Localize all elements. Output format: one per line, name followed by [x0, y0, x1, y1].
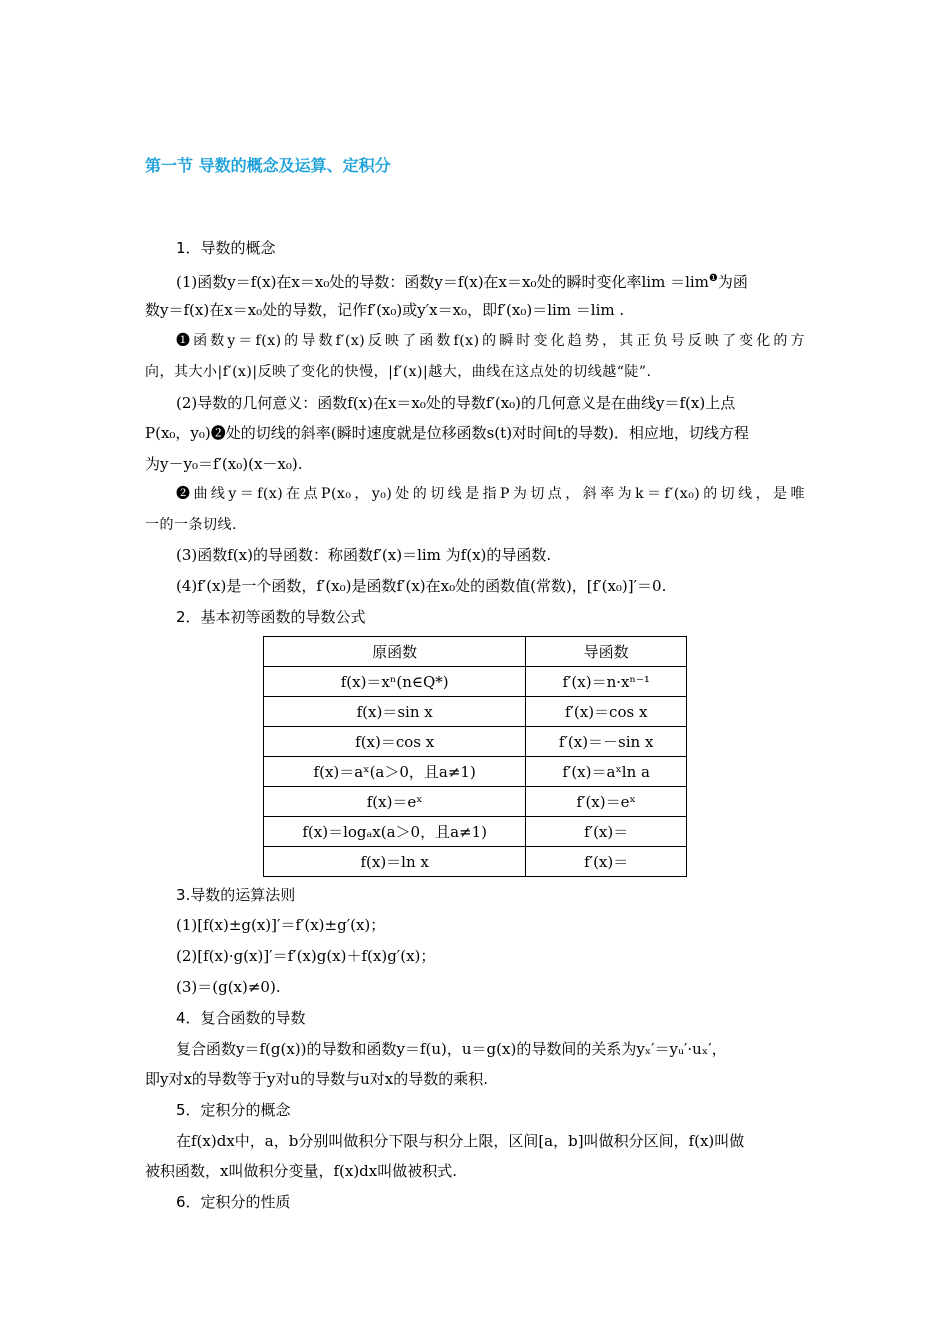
table-cell: f(x)＝eˣ: [264, 787, 526, 817]
table-cell: f′(x)＝－sin x: [526, 727, 687, 757]
table-cell: f(x)＝sin x: [264, 697, 526, 727]
table-cell: f′(x)＝eˣ: [526, 787, 687, 817]
table-cell: f(x)＝xⁿ(n∈Q*): [264, 667, 526, 697]
paragraph-line: (3)函数f(x)的导函数：称函数f′(x)＝lim 为f(x)的导函数.: [176, 546, 552, 564]
table-cell: f′(x)＝n·xⁿ⁻¹: [526, 667, 687, 697]
table-cell: f′(x)＝: [526, 817, 687, 847]
column-header: 原函数: [264, 637, 526, 667]
note-line: ❷曲线y＝f(x)在点P(x₀，y₀)处的切线是指P为切点，斜率为k＝f′(x₀)的切线，是唯: [176, 486, 805, 502]
table-cell: f′(x)＝: [526, 847, 687, 877]
note-marker: ❶: [708, 273, 718, 284]
paragraph-line: (4)f′(x)是一个函数，f′(x₀)是函数f′(x)在x₀处的函数值(常数)，[f′(x₀)]′＝0.: [176, 577, 667, 595]
derivative-formula-table: [263, 636, 687, 877]
heading-derivative-concept: 1．导数的概念: [176, 239, 276, 257]
table-row: [264, 757, 687, 787]
paragraph-line: 即y对x的导数等于y对u的导数与u对x的导数的乘积.: [145, 1070, 488, 1088]
table-row: [264, 787, 687, 817]
paragraph-line: 复合函数y＝f(g(x))的导数和函数y＝f(u)，u＝g(x)的导数间的关系为yₓ′＝yᵤ′·uₓ′，: [176, 1040, 727, 1058]
text-span: 为函: [717, 273, 748, 291]
section-title: 第一节 导数的概念及运算、定积分: [145, 156, 391, 175]
paragraph-line: (2)导数的几何意义：函数f(x)在x＝x₀处的导数f′(x₀)的几何意义是在曲线y＝f(x)上点: [176, 394, 736, 412]
table-row: [264, 697, 687, 727]
rule-line: (1)[f(x)±g(x)]′＝f′(x)±g′(x)；: [176, 916, 386, 934]
table-row: [264, 847, 687, 877]
paragraph-line: 数y＝f(x)在x＝x₀处的导数，记作f′(x₀)或y′x＝x₀，即f′(x₀)＝lim ＝lim .: [145, 301, 625, 319]
table-cell: f(x)＝cos x: [264, 727, 526, 757]
note-line: 向，其大小|f′(x)|反映了变化的快慢，|f′(x)|越大，曲线在这点处的切线越“陡”.: [145, 364, 652, 380]
table-header-row: [264, 637, 687, 667]
paragraph-line: [176, 269, 805, 292]
table-row: [264, 817, 687, 847]
heading-operation-rules: 3.导数的运算法则: [176, 886, 296, 904]
paragraph-line: 被积函数，x叫做积分变量，f(x)dx叫做被积式.: [145, 1162, 458, 1180]
rule-line: (3)＝(g(x)≠0).: [176, 978, 281, 996]
paragraph-line: 为y－y₀＝f′(x₀)(x－x₀).: [145, 455, 303, 473]
heading-derivative-formulas: 2．基本初等函数的导数公式: [176, 608, 366, 626]
table-cell: f(x)＝ln x: [264, 847, 526, 877]
column-header: 导函数: [526, 637, 687, 667]
text-span: (1)函数y＝f(x)在x＝x₀处的导数：函数y＝f(x)在x＝x₀处的瞬时变化率lim ＝lim: [176, 273, 709, 291]
table-row: [264, 727, 687, 757]
heading-composite-derivative: 4．复合函数的导数: [176, 1009, 306, 1027]
table-cell: f(x)＝logₐx(a＞0，且a≠1): [264, 817, 526, 847]
note-line: 一的一条切线.: [145, 517, 237, 533]
paragraph-line: P(x₀，y₀)❷处的切线的斜率(瞬时速度就是位移函数s(t)对时间t的导数)．相应地，切线方程: [145, 424, 749, 442]
table-cell: f′(x)＝cos x: [526, 697, 687, 727]
table-row: [264, 667, 687, 697]
heading-integral-properties: 6．定积分的性质: [176, 1193, 291, 1211]
table-cell: f(x)＝aˣ(a＞0，且a≠1): [264, 757, 526, 787]
heading-definite-integral: 5．定积分的概念: [176, 1101, 291, 1119]
rule-line: (2)[f(x)·g(x)]′＝f′(x)g(x)＋f(x)g′(x)；: [176, 947, 436, 965]
note-line: ❶函数y＝f(x)的导数f′(x)反映了函数f(x)的瞬时变化趋势，其正负号反映了变化的方: [176, 333, 805, 349]
paragraph-line: 在f(x)dx中，a，b分别叫做积分下限与积分上限，区间[a，b]叫做积分区间，f(x)叫做: [176, 1132, 745, 1150]
table-cell: f′(x)＝aˣln a: [526, 757, 687, 787]
